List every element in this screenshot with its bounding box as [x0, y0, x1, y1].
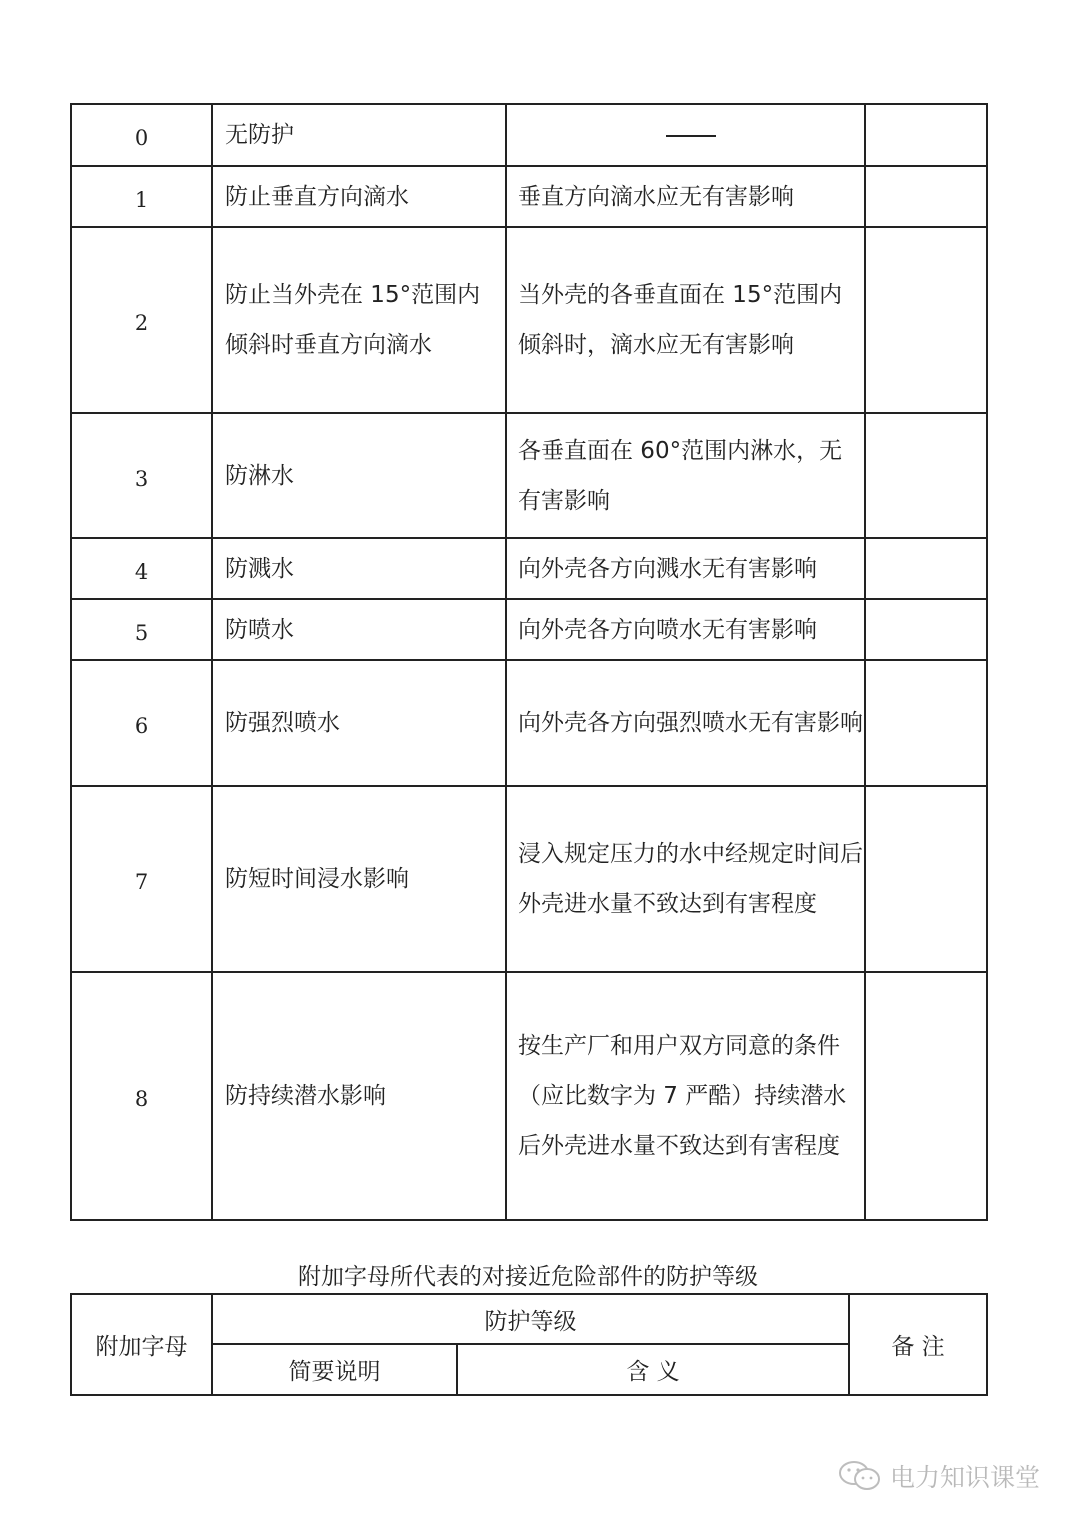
remark-cell	[865, 227, 987, 413]
header-row	[71, 1294, 987, 1344]
table-row	[71, 538, 987, 599]
ip-water-protection-table	[70, 103, 988, 1221]
brief-cell: 防持续潜水影响	[212, 972, 506, 1220]
table-row	[71, 227, 987, 413]
brief-cell: 防溅水	[212, 538, 506, 599]
brief-cell: 防止垂直方向滴水	[212, 166, 506, 227]
digit-cell: 5	[71, 599, 212, 660]
additional-letter-table	[70, 1293, 988, 1396]
remark-cell	[865, 166, 987, 227]
table-row	[71, 599, 987, 660]
header-letter: 附加字母	[71, 1294, 212, 1395]
digit-cell: 7	[71, 786, 212, 972]
meaning-cell: 向外壳各方向强烈喷水无有害影响	[506, 660, 865, 786]
table-row	[71, 104, 987, 166]
meaning-cell: 按生产厂和用户双方同意的条件（应比数字为 7 严酷）持续潜水后外壳进水量不致达到有害程度	[506, 972, 865, 1220]
meaning-cell	[506, 104, 865, 166]
brief-cell: 防喷水	[212, 599, 506, 660]
digit-cell: 6	[71, 660, 212, 786]
watermark-text: 电力知识课堂	[890, 1463, 1041, 1492]
remark-cell	[865, 104, 987, 166]
wechat-icon	[838, 1460, 884, 1492]
brief-cell: 防止当外壳在 15°范围内倾斜时垂直方向滴水	[212, 227, 506, 413]
watermark	[838, 1458, 1040, 1494]
remark-cell	[865, 660, 987, 786]
remark-cell	[865, 538, 987, 599]
remark-cell	[865, 413, 987, 538]
table-row	[71, 413, 987, 538]
brief-cell: 防淋水	[212, 413, 506, 538]
header-meaning: 含 义	[457, 1344, 849, 1395]
meaning-cell: 向外壳各方向喷水无有害影响	[506, 599, 865, 660]
remark-cell	[865, 972, 987, 1220]
table-row	[71, 972, 987, 1220]
meaning-cell: 当外壳的各垂直面在 15°范围内倾斜时，滴水应无有害影响	[506, 227, 865, 413]
meaning-cell: 向外壳各方向溅水无有害影响	[506, 538, 865, 599]
digit-cell: 0	[71, 104, 212, 166]
remark-cell	[865, 599, 987, 660]
digit-cell: 8	[71, 972, 212, 1220]
remark-cell	[865, 786, 987, 972]
digit-cell: 4	[71, 538, 212, 599]
brief-cell: 防短时间浸水影响	[212, 786, 506, 972]
table-caption: 附加字母所代表的对接近危险部件的防护等级	[298, 1264, 758, 1290]
table-row	[71, 166, 987, 227]
digit-cell: 2	[71, 227, 212, 413]
header-remark: 备 注	[849, 1294, 987, 1395]
table-row	[71, 660, 987, 786]
meaning-cell: 浸入规定压力的水中经规定时间后外壳进水量不致达到有害程度	[506, 786, 865, 972]
dash-mark	[666, 135, 716, 137]
meaning-cell: 垂直方向滴水应无有害影响	[506, 166, 865, 227]
digit-cell: 1	[71, 166, 212, 227]
table-row	[71, 786, 987, 972]
brief-cell: 防强烈喷水	[212, 660, 506, 786]
header-protection-level: 防护等级	[212, 1294, 849, 1344]
header-brief: 简要说明	[212, 1344, 457, 1395]
digit-cell: 3	[71, 413, 212, 538]
meaning-cell: 各垂直面在 60°范围内淋水，无有害影响	[506, 413, 865, 538]
brief-cell: 无防护	[212, 104, 506, 166]
